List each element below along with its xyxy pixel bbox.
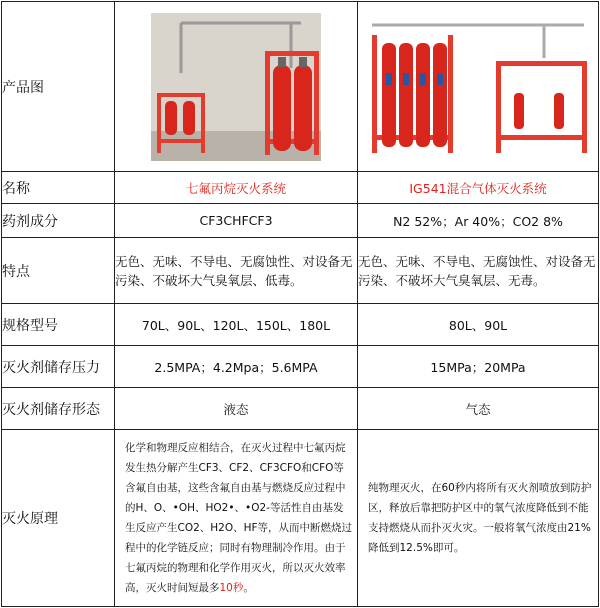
state-b: 气态	[358, 388, 599, 430]
name-b: IG541混合气体灭火系统	[358, 172, 599, 204]
state-a: 液态	[115, 388, 358, 430]
label-spec: 规格型号	[2, 304, 115, 346]
pressure-b: 15MPa；20MPa	[358, 346, 599, 388]
row-name	[2, 172, 599, 204]
label-name: 名称	[2, 172, 115, 204]
product-a-photo	[115, 2, 358, 172]
row-principle	[2, 430, 599, 607]
name-a: 七氟丙烷灭火系统	[115, 172, 358, 204]
label-pressure: 灭火剂储存压力	[2, 346, 115, 388]
fm200-system-icon	[151, 13, 321, 161]
comparison-table	[1, 1, 599, 607]
row-spec	[2, 304, 599, 346]
label-state: 灭火剂储存形态	[2, 388, 115, 430]
label-agent: 药剂成分	[2, 204, 115, 238]
principle-a	[115, 430, 358, 607]
features-b: 无色、无味、不导电、无腐蚀性、对设备无污染、不破坏大气臭氧层、无毒。	[358, 238, 599, 304]
principle-b: 纯物理灭火，在60秒内将所有灭火剂喷放到防护区，释放后靠把防护区中的氧气浓度降低到不能支持燃烧从而扑灭火灾。一般将氧气浓度由21%降低到12.5%即可。	[358, 430, 599, 607]
row-agent	[2, 204, 599, 238]
spec-b: 80L、90L	[358, 304, 599, 346]
principle-a-end: 。	[243, 582, 254, 594]
ig541-system-icon	[364, 13, 592, 161]
row-pressure	[2, 346, 599, 388]
row-features	[2, 238, 599, 304]
spec-a: 70L、90L、120L、150L、180L	[115, 304, 358, 346]
pressure-a: 2.5MPA；4.2Mpa；5.6MPA	[115, 346, 358, 388]
principle-a-text: 化学和物理反应相结合，在灭火过程中七氟丙烷发生热分解产生CF3、CF2、CF3CFO和CFO等含氟自由基，这些含氟自由基与燃烧反应过程中的H、O、•OH、HO2•、•O2-等活性自由基发生反应产生CO2、H2O、HF等，从而中断燃烧过程中的化学链反应；同时有物理制冷作用。由于七氟丙烷的物理和化学作用灭火，所以灭火效率高，灭火时间短最多	[125, 442, 353, 594]
label-product-image: 产品图	[2, 2, 115, 172]
label-principle: 灭火原理	[2, 430, 115, 607]
features-a: 无色、无味、不导电、无腐蚀性、对设备无污染、不破坏大气臭氧层、低毒。	[115, 238, 358, 304]
agent-a: CF3CHFCF3	[115, 204, 358, 238]
label-features: 特点	[2, 238, 115, 304]
row-state	[2, 388, 599, 430]
row-product-image	[2, 2, 599, 172]
product-b-photo	[358, 2, 599, 172]
agent-b: N2 52%；Ar 40%；CO2 8%	[358, 204, 599, 238]
principle-a-highlight: 10秒	[219, 582, 244, 594]
